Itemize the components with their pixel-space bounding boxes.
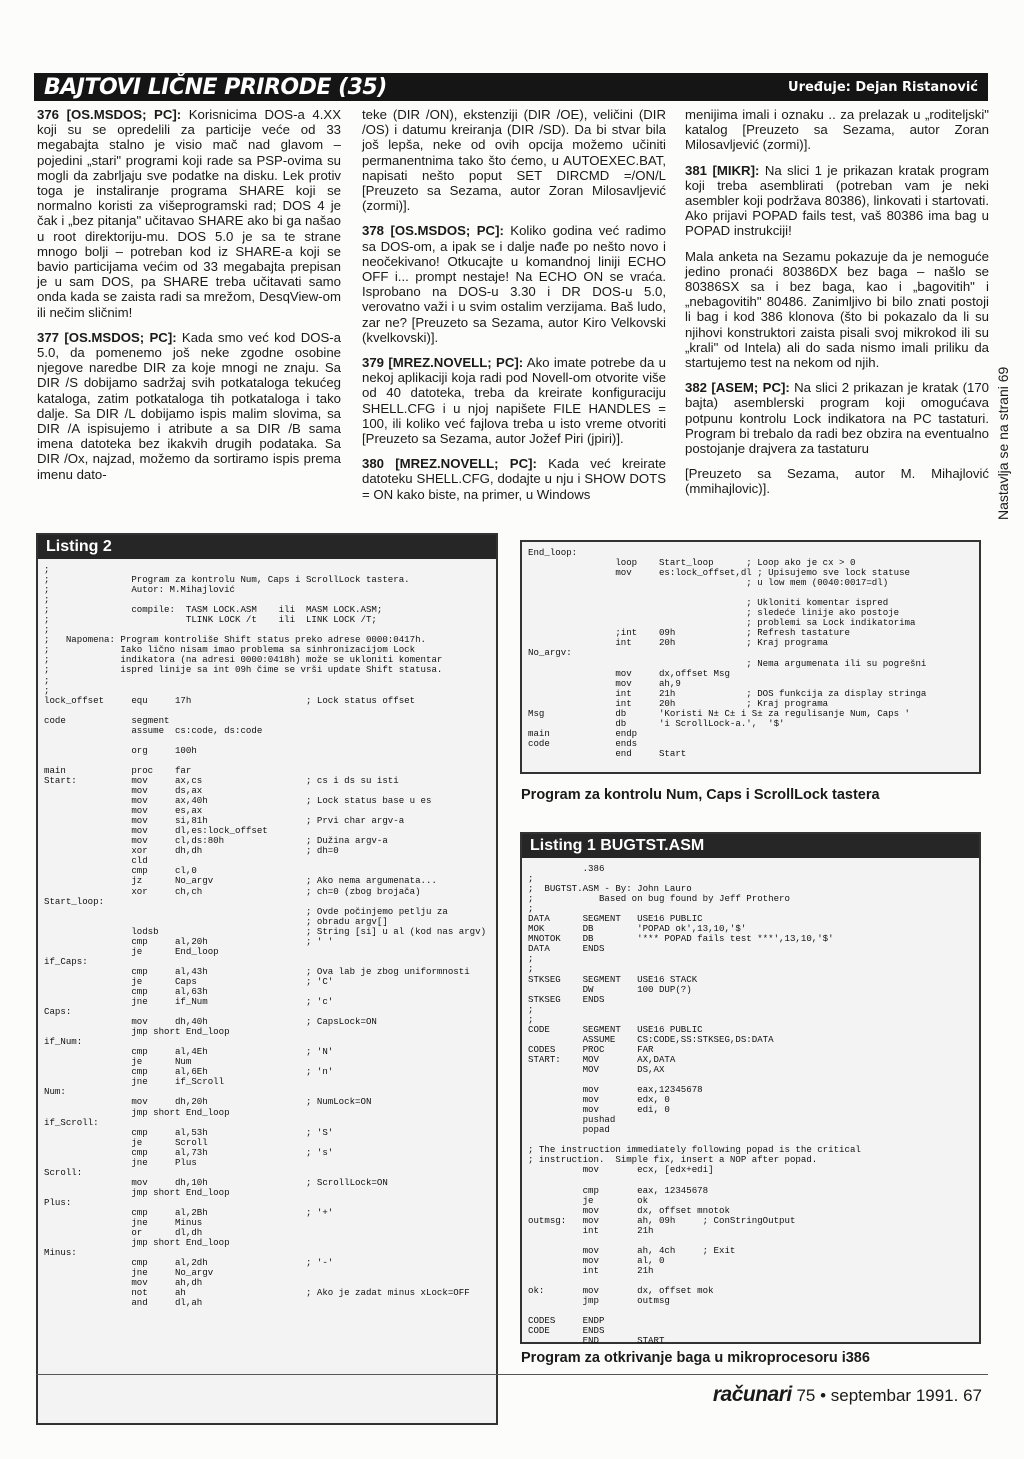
listing-1-box [520, 832, 981, 1347]
entry-377: 377 [OS.MSDOS; PC]: Kada smo već kod DOS-a 5.0, da pomenemo još neke zgodne osobine njegove naredbe DIR za koje mnogi ne znaju. Sa DIR /S dobijamo sadržaj svih potkataloga tekućeg kataloga, zatim potkataloga tih potkataloga i tako dalje. Sa DIR /L dobijamo ispis malim slovima, sa DIR /A ispisujemo i atribute a sa DIR /B sama imena datoteka bez ikakvih drugih podataka. Sa DIR /Ox, najzad, možemo da sortiramo ispis prema imenu dato- [37, 329, 341, 482]
column-1 [37, 107, 341, 492]
listing-2-box [36, 533, 498, 1425]
footer-info [713, 1383, 982, 1407]
listing-2-caption: Program za kontrolu Num, Caps i ScrollLock tastera [521, 787, 880, 803]
issue-info: 75 • septembar 1991. 67 [796, 1386, 982, 1405]
entry-380-continued: menijima imali i oznaku .. za prelazak u „roditeljski" katalog [Preuzeto sa Sezama, autor Zoran Milosavljević (zormi)]. [685, 107, 989, 153]
listing-2-title: Listing 2 [38, 535, 496, 559]
entry-381: 381 [MIKR]: Na slici 1 je prikazan kratak program koji treba asemblirati (potreban vam je neki asembler koji podržava 80386), linkovati i startovati. Ako prijavi POPAD fails test, vaš 80386 ima bag u POPAD instrukciji! [685, 162, 989, 239]
entry-377-continued: teke (DIR /ON), ekstenziji (DIR /OE), veličini (DIR /OS) i datumu kreiranja (DIR /SD). Da bi stvar bila još lepša, neke od ovih opcija možemo učiniti permanentnima tako što ćemo, u AUTOEXEC.BAT, napisati nešto poput SET DIRCMD =/ON/L [Preuzeto sa Sezama, autor Zoran Milosavljević (zormi)]. [362, 107, 666, 214]
listing-2-continued-box [520, 540, 981, 774]
entry-381-survey: Mala anketa na Sezamu pokazuje da je nemoguće jedino pronaći 80386DX bez baga – našlo se 80386SX sa i bez baga, kao i „bagovitih" i „nebagovitih" 80486. Zanimljivo bi bilo znati postoji li bag i kod 386 klonova (što bi pokazalo da li su njihovi konstruktori zaista pisali svoj mikrokod ili su „krali" od Intela) ali do sada nismo imali priliku da startujemo test na nekom od njih. [685, 248, 989, 371]
continuation-text: Nastavlja se na strani 69 [995, 366, 1011, 520]
page-header [34, 73, 988, 101]
editor-credit: Uređuje: Dejan Ristanović [788, 79, 978, 95]
entry-382-credit: [Preuzeto sa Sezama, autor M. Mihajlović (mmihajlovic)]. [685, 466, 989, 497]
listing-2-continued-code: End_loop: loop Start_loop ; Loop ako je cx > 0 mov es:lock_offset,dl ; Upisujemo sve lock statuse ; u low mem (0040:0017=dl) ; Ukloniti komentar ispred ; sledeće linije ako postoje ; problemi sa Lock indikatorima ;int 09h ; Refresh tastature int 20h ; Kraj programa No_argv: ; Nema argumenata ili su pogrešni mov dx,offset Msg mov ah,9 int 21h ; DOS funkcija za display stringa int 20h ; Kraj programa Msg db 'Koristi N± C± i S± za regulisanje Num, Caps ' db 'i ScrollLock-a.', '$' main endp code ends end Start [528, 547, 927, 759]
listing-1-code: .386 ; ; BUGTST.ASM - By: John Lauro ; Based on bug found by Jeff Prothero ; DATA SEGMENT USE16 PUBLIC MOK DB 'POPAD ok',13,10,'$' MNOTOK DB '*** POPAD fails test ***',13,10,'$' DATA ENDS ; ; STKSEG SEGMENT USE16 STACK DW 100 DUP(?) STKSEG ENDS ; ; CODE SEGMENT USE16 PUBLIC ASSUME CS:CODE,SS:STKSEG,DS:DATA CODES PROC FAR START: MOV AX,DATA MOV DS,AX mov eax,12345678 mov edx, 0 mov edi, 0 pushad popad ; The instruction immediately following popad is the critical ; instruction. Simple fix, insert a NOP after popad. mov ecx, [edx+edi] cmp eax, 12345678 je ok mov dx, offset mnotok outmsg: mov ah, 09h ; ConStringOutput int 21h mov ah, 4ch ; Exit mov al, 0 int 21h ok: mov dx, offset mok jmp outmsg CODES ENDP CODE ENDS END START [528, 863, 861, 1347]
entry-380: 380 [MREZ.NOVELL; PC]: Kada već kreirate datoteku SHELL.CFG, dodajte u nju i SHOW DOTS = ON kako biste, na primer, u Windows [362, 456, 666, 502]
listing-1-title: Listing 1 BUGTST.ASM [522, 834, 979, 858]
column-2 [362, 107, 666, 512]
entry-379: 379 [MREZ.NOVELL; PC]: Ako imate potrebe da u nekoj aplikaciji koja radi pod Novell-om otvorite više od 40 datoteka, treba da kreirate konfiguraciju SHELL.CFG i u njoj napišete FILE HANDLES = 100, ili koliko već fajlova treba u isto vreme otvoriti [Preuzeto sa Sezama, autor Jožef Piri (jpiri)]. [362, 355, 666, 447]
page-footer [36, 1374, 988, 1406]
listing-1-caption: Program za otkrivanje baga u mikroprocesoru i386 [521, 1350, 870, 1366]
column-3 [685, 107, 989, 507]
entry-382: 382 [ASEM; PC]: Na slici 2 prikazan je kratak (170 bajta) asemblerski program koji omogućava potpunu kontrolu Lock indikatora na PC tastaturi. Program bi trebalo da radi bez obzira na eventualno postojanje drajvera za tastaturu [685, 380, 989, 457]
section-title: BAJTOVI LIČNE PRIRODE (35) [44, 74, 387, 100]
entry-376: 376 [OS.MSDOS; PC]: Korisnicima DOS-a 4.XX koji su se opredelili za particije veće od 33 megabajta stalno je visio mač nad glavom – pojedini „stari" programi koji rade sa PSP-ovima su mogli da zabrljaju sve podatke na disku. Lek protiv toga je instaliranje programa SHARE koji se normalno koristi za višeprogramski rad; DOS 4 je čak i „bez pitanja" učitavao SHARE ako bi ga našao u root direktoriju-mu. DOS 5.0 je sa te strane mnogo bolji – potreban kod iz SHARE-a koji se bavio particijama većim od 33 megabajta prepisan je u sam DOS, pa SHARE treba učitavati samo onda kada se zaista radi sa mrežom, DesqView-om ili nečim sličnim! [37, 107, 341, 320]
magazine-logo: računari [712, 1383, 792, 1406]
entry-378: 378 [OS.MSDOS; PC]: Koliko godina već radimo sa DOS-om, a ipak se i dalje nađe po nešto novo i neočekivano! Otkucajte u komandnoj liniji ECHO OFF i... prompt nestaje! Na ECHO ON se vraća. Isprobano na DOS-u 3.30 i DR DOS-u 5.0, verovatno važi i u svim ostalim verzijama. Baš ludo, zar ne? [Preuzeto sa Sezama, autor Kiro Velkovski (kvelkovski)]. [362, 223, 666, 345]
listing-2-code: ; ; Program za kontrolu Num, Caps i ScrollLock tastera. ; Autor: M.Mihajlović ; ; compile: TASM LOCK.ASM ili MASM LOCK.ASM; ; TLINK LOCK /t ili LINK LOCK /T; ; ; Napomena: Program kontroliše Shift status preko adrese 0000:0417h. ; Iako lično nisam imao problema sa sinhronizacijom Lock ; indikatora (na adresi 0000:0418h) može se ukloniti komentar ; ispred linije sa int 09h čime se vrši update Shift statusa. ; ; lock_offset equ 17h ; Lock status offset code segment assume cs:code, ds:code org 100h main proc far Start: mov ax,cs ; cs i ds su isti mov ds,ax mov ax,40h ; Lock status base u es mov es,ax mov si,81h ; Prvi char argv-a mov dl,es:lock_offset mov cl,ds:80h ; Dužina argv-a xor dh,dh ; dh=0 cld cmp cl,0 jz No_argv ; Ako nema argumenata... xor ch,ch ; ch=0 (zbog brojača) Start_loop: ; Ovde počinjemo petlju za ; obradu argv[] lodsb ; String [si] u al (kod nas argv) cmp al,20h ; ' ' je End_loop if_Caps: cmp al,43h ; Ova lab je zbog uniformnosti je Caps ; 'C' cmp al,63h jne if_Num ; 'c' Caps: mov dh,40h ; CapsLock=ON jmp short End_loop if_Num: cmp al,4Eh ; 'N' je Num cmp al,6Eh ; 'n' jne if_Scroll Num: mov dh,20h ; NumLock=ON jmp short End_loop if_Scroll: cmp al,53h ; 'S' je Scroll cmp al,73h ; 's' jne Plus Scroll: mov dh,10h ; ScrollLock=ON jmp short End_loop Plus: cmp al,2Bh ; '+' jne Minus or dl,dh jmp short End_loop Minus: cmp al,2dh ; '-' jne No_argv mov ah,dh not ah ; Ako je zadat minus xLock=OFF and dl,ah [44, 564, 487, 1309]
